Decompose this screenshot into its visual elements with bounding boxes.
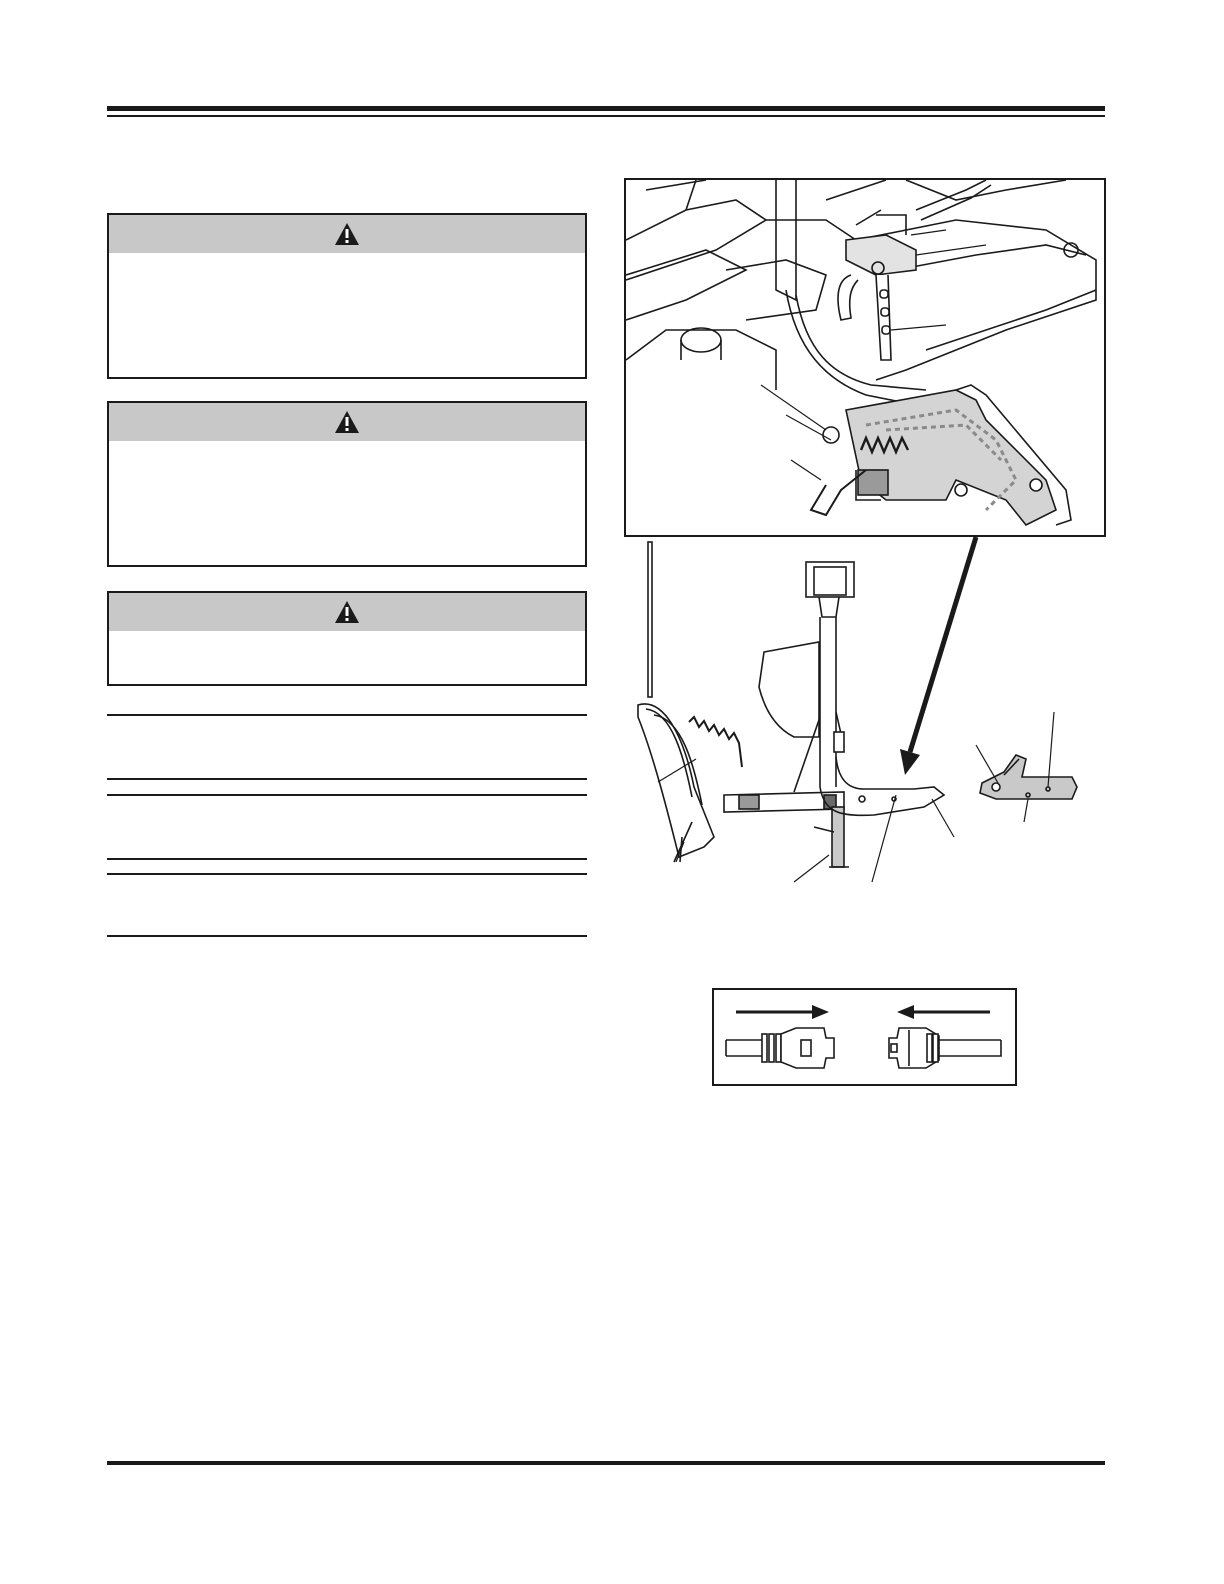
hitch-bracket-detail-figure: [624, 178, 1106, 537]
plow-assembly-side-view-figure: [624, 537, 1106, 890]
warning-header-1: [109, 215, 585, 253]
notice-rule-2-top: [107, 794, 587, 796]
footer-rule: [107, 1461, 1105, 1465]
warning-box-3: [107, 591, 587, 686]
warning-header-2: [109, 403, 585, 441]
electrical-connector-figure: [712, 988, 1017, 1086]
plow-assembly-side-view-illustration: [624, 537, 1106, 890]
arrow-left-icon: [897, 1005, 914, 1019]
notice-rule-1-top: [107, 714, 587, 716]
electrical-connector-illustration: [714, 990, 1015, 1084]
warning-box-1: [107, 213, 587, 379]
arrow-right-icon: [812, 1005, 829, 1019]
notice-rule-3-top: [107, 873, 587, 875]
notice-rule-1-bottom: [107, 778, 587, 780]
warning-triangle-icon: [334, 600, 360, 624]
notice-rule-3-bottom: [107, 935, 587, 937]
hitch-bracket-detail-illustration: [626, 180, 1104, 535]
warning-header-3: [109, 593, 585, 631]
warning-box-2: [107, 401, 587, 567]
warning-triangle-icon: [334, 410, 360, 434]
header-rule-thin: [107, 115, 1105, 117]
header-rule-thick: [107, 106, 1105, 111]
warning-triangle-icon: [334, 222, 360, 246]
notice-rule-2-bottom: [107, 858, 587, 860]
